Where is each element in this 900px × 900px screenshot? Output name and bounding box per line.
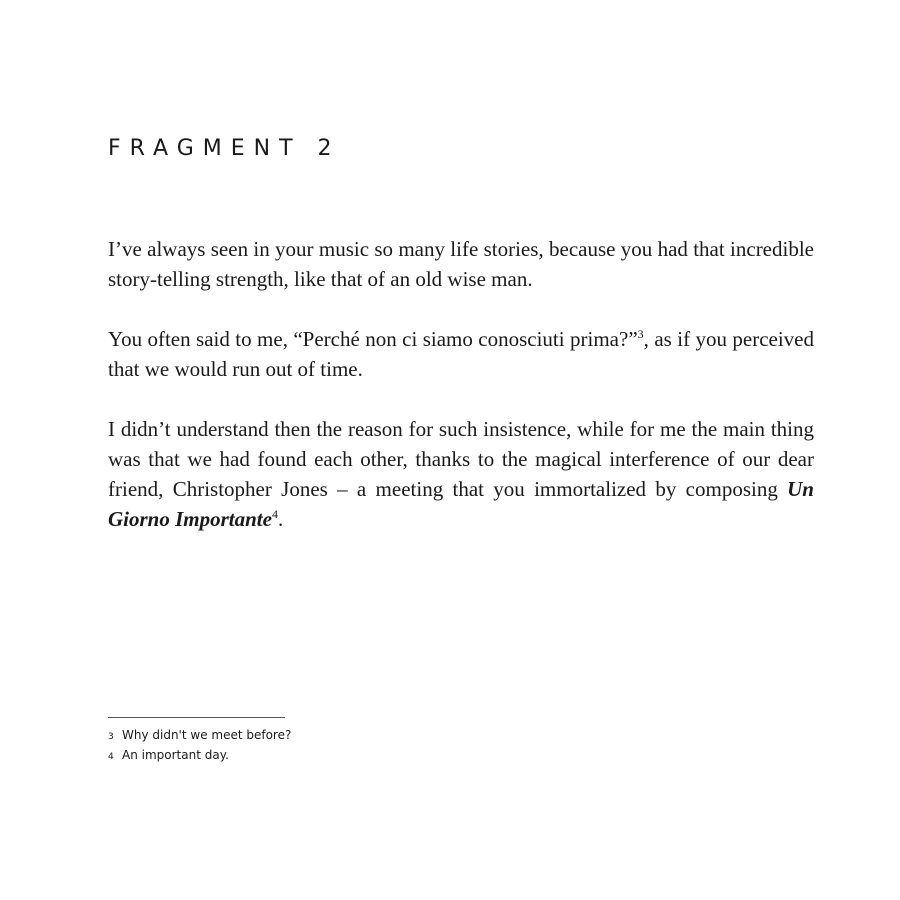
footnote-number: 3	[108, 732, 114, 742]
paragraph-2-text: You often said to me, “Perché non ci siamo conosciuti prima?”	[108, 327, 638, 351]
footnote-ref-3[interactable]: 3	[637, 327, 644, 341]
footnote-ref-4[interactable]: 4	[271, 507, 278, 521]
paragraph-1: I’ve always seen in your music so many life stories, because you had that incredible story-telling strength, like that of an old wise man.	[108, 237, 814, 291]
footnote-text: An important day.	[122, 748, 229, 762]
paragraph-3-text: I didn’t understand then the reason for such insistence, while for me the main thing was that we had found each other, thanks to the magical interference of our dear friend, Christopher Jones – a meeting that you immortalized by composing	[108, 417, 814, 501]
footnote-number: 4	[108, 752, 114, 762]
paragraph-3	[108, 414, 814, 534]
footnote-3	[108, 726, 508, 746]
body-text	[108, 234, 814, 564]
chapter-heading: FRAGMENT 2	[108, 136, 341, 161]
footnote-divider	[108, 717, 285, 718]
footnotes	[108, 726, 508, 766]
paragraph-2-text-end: , as if you perceived that we would run out of time.	[108, 327, 814, 381]
footnote-4	[108, 746, 508, 766]
song-title: Un Giorno Importante	[108, 477, 814, 531]
paragraph-2	[108, 324, 814, 384]
footnote-text: Why didn't we meet before?	[122, 728, 292, 742]
paragraph-3-text-end: .	[277, 507, 284, 531]
